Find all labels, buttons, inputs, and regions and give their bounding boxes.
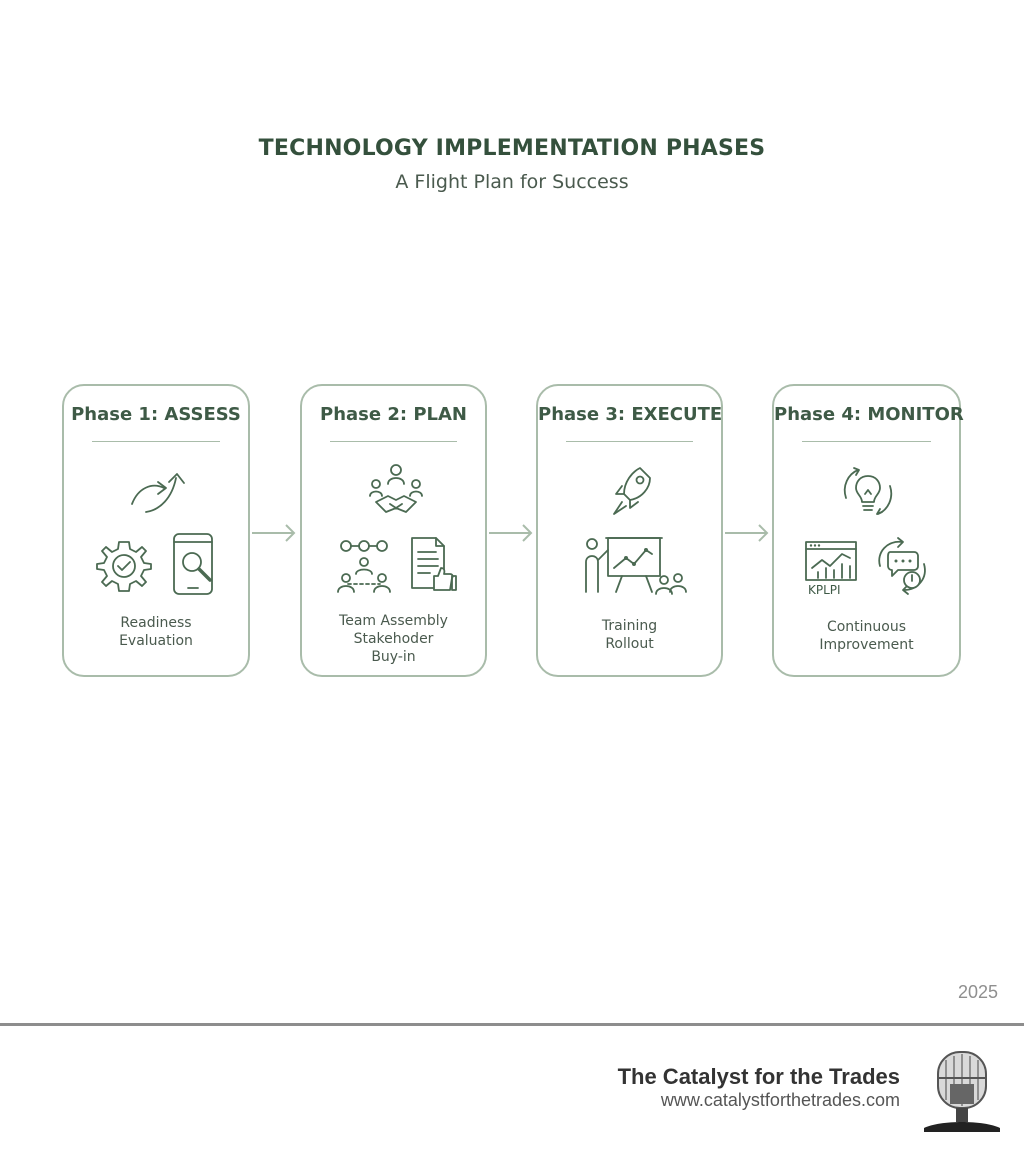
divider: [802, 441, 931, 442]
footer-divider: [0, 1023, 1024, 1026]
phase-line: Continuous: [826, 619, 907, 635]
phase-line: Training: [601, 618, 658, 634]
arrow-right-icon: [250, 522, 298, 544]
divider: [566, 441, 693, 442]
phase-line: Evaluation: [119, 633, 193, 649]
arrow-right-icon: [487, 522, 535, 544]
divider: [330, 441, 457, 442]
phase-card-plan: [300, 384, 487, 677]
diagram-title: TECHNOLOGY IMPLEMENTATION PHASES: [258, 136, 766, 161]
phase-line: Team Assembly: [339, 613, 448, 629]
phase-line: Stakehoder: [353, 631, 434, 647]
phase-card-assess: [62, 384, 250, 677]
phase-card-execute: [536, 384, 723, 677]
document-thumbs-up-icon: [408, 536, 458, 594]
kpi-label: KPLPI: [808, 583, 841, 597]
kpi-dashboard-icon: [804, 538, 860, 598]
growth-arrows-icon: [124, 464, 194, 520]
brand-url[interactable]: www.catalystforthetrades.com: [660, 1090, 900, 1110]
chat-clock-cycle-icon: [872, 536, 932, 596]
tablet-magnifier-icon: [170, 532, 220, 598]
phase-title: Phase 3: EXECUTE: [538, 404, 723, 425]
phase-title: Phase 2: PLAN: [320, 404, 467, 425]
phase-title: Phase 4: MONITOR: [774, 404, 964, 425]
phase-line: Buy-in: [371, 649, 416, 665]
year-label: 2025: [957, 982, 998, 1002]
divider: [92, 441, 220, 442]
rocket-icon: [610, 464, 654, 520]
diagram-subtitle: A Flight Plan for Success: [395, 171, 629, 193]
org-chart-icon: [334, 538, 394, 594]
phase-line: Improvement: [819, 637, 914, 653]
phase-line: Readiness: [120, 615, 192, 631]
microphone-logo-icon: [920, 1048, 1004, 1132]
phase-card-monitor: [772, 384, 964, 677]
lightbulb-cycle-icon: [838, 464, 898, 520]
brand-name: The Catalyst for the Trades: [617, 1064, 900, 1089]
arrow-right-icon: [723, 522, 771, 544]
gear-check-icon: [96, 538, 152, 594]
phase-title: Phase 1: ASSESS: [71, 404, 241, 425]
team-handshake-icon: [366, 462, 426, 522]
presentation-board-icon: [582, 532, 692, 596]
phase-line: Rollout: [605, 636, 654, 652]
